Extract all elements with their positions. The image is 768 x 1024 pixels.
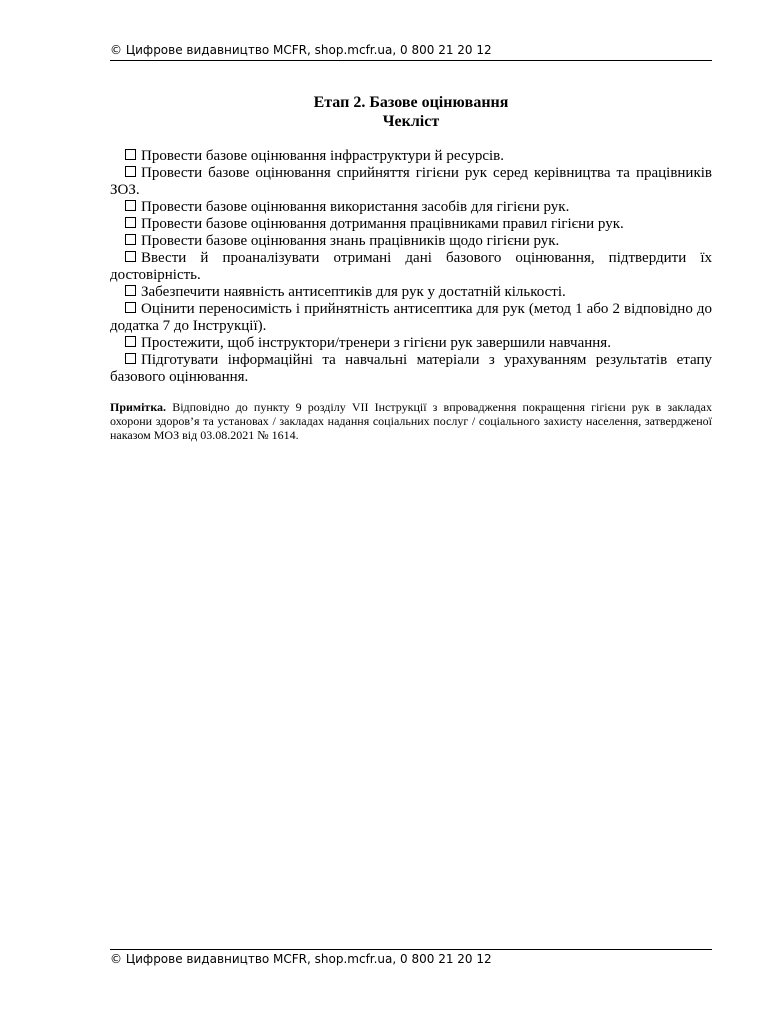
checklist-item <box>110 233 712 250</box>
title-stage: Етап 2. Базове оцінювання <box>313 94 509 111</box>
checkbox-icon[interactable] <box>125 302 136 313</box>
checklist-item <box>110 216 712 233</box>
checklist-item-text: Провести базове оцінювання дотримання працівниками правил гігієни рук. <box>141 216 624 232</box>
checklist-item <box>110 335 712 352</box>
note-label: Примітка. <box>110 400 167 414</box>
checklist-item-text: Провести базове оцінювання інфраструктури й ресурсів. <box>141 148 504 164</box>
title-checklist: Чекліст <box>382 113 440 130</box>
checklist-item <box>110 199 712 216</box>
checkbox-icon[interactable] <box>125 200 136 211</box>
checklist-item <box>110 165 712 199</box>
checklist-item <box>110 148 712 165</box>
document-title <box>110 93 712 131</box>
page-header <box>110 43 712 61</box>
checklist-item <box>110 284 712 301</box>
page-footer <box>110 949 712 967</box>
checkbox-icon[interactable] <box>125 285 136 296</box>
checkbox-icon[interactable] <box>125 234 136 245</box>
checklist-item-text: Провести базове оцінювання знань працівників щодо гігієни рук. <box>141 233 560 249</box>
checklist-item-text: Ввести й проаналізувати отримані дані базового оцінювання, підтвердити їх достовірність. <box>110 250 712 283</box>
checklist-item-text: Оцінити переносимість і прийнятність антисептика для рук (метод 1 або 2 відповідно до додатка 7 до Інструкції). <box>110 301 712 334</box>
header-text: © Цифрове видавництво MCFR, shop.mcfr.ua, 0 800 21 20 12 <box>110 43 492 57</box>
checklist-item-text: Провести базове оцінювання сприйняття гігієни рук серед керівництва та працівників ЗОЗ. <box>110 165 712 198</box>
checklist-item <box>110 250 712 284</box>
checklist-item <box>110 352 712 386</box>
checkbox-icon[interactable] <box>125 166 136 177</box>
checkbox-icon[interactable] <box>125 336 136 347</box>
checkbox-icon[interactable] <box>125 149 136 160</box>
checklist-item <box>110 301 712 335</box>
checklist-item-text: Забезпечити наявність антисептиків для рук у достатній кількості. <box>141 284 566 300</box>
checkbox-icon[interactable] <box>125 251 136 262</box>
checklist-item-text: Провести базове оцінювання використання засобів для гігієни рук. <box>141 199 570 215</box>
checklist-item-text: Підготувати інформаційні та навчальні матеріали з урахуванням результатів етапу базового оцінювання. <box>110 352 712 385</box>
note-text: Відповідно до пункту 9 розділу VII Інструкції з впровадження покращення гігієни рук в закладах охорони здоров’я та установах / закладах надання соціальних послуг / соціального захисту населення, затвердженої наказом МОЗ від 03.08.2021 № 1614. <box>110 400 712 442</box>
checklist <box>110 148 712 386</box>
checklist-item-text: Простежити, щоб інструктори/тренери з гігієни рук завершили навчання. <box>141 335 611 351</box>
checkbox-icon[interactable] <box>125 217 136 228</box>
footer-text: © Цифрове видавництво MCFR, shop.mcfr.ua, 0 800 21 20 12 <box>110 952 492 966</box>
checkbox-icon[interactable] <box>125 353 136 364</box>
note <box>110 400 712 442</box>
